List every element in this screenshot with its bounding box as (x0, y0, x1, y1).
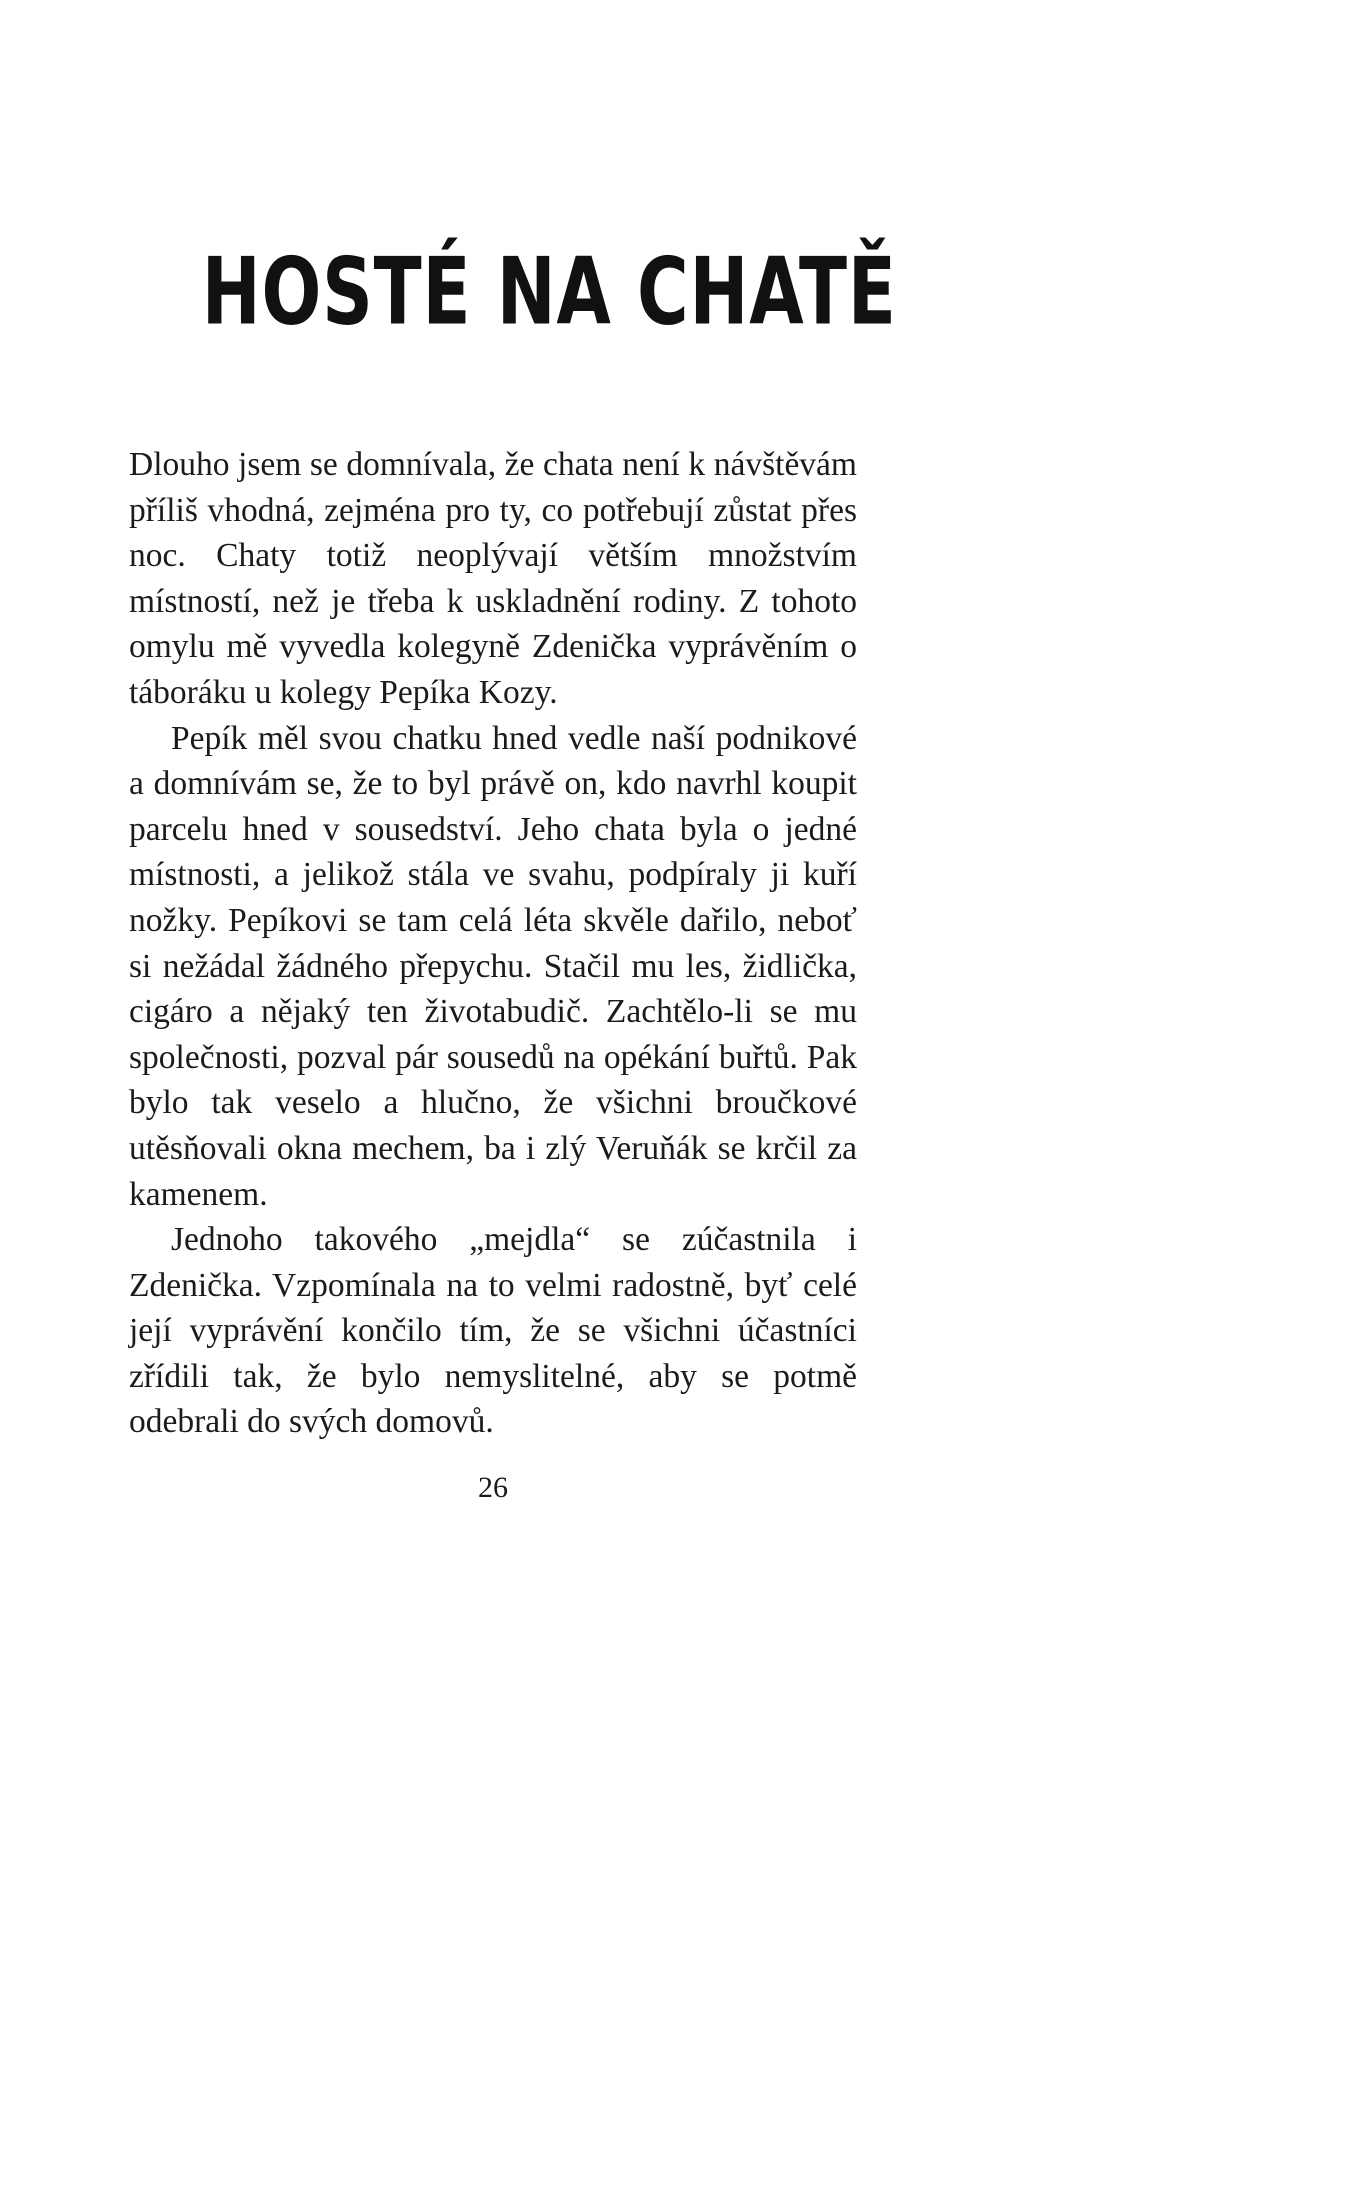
text-column (129, 0, 897, 1505)
paragraph: Dlouho jsem se domnívala, že chata není k návštěvám příliš vhodná, zejména pro ty, co potřebují zůstat přes noc. Chaty totiž neoplývají větším množstvím místností, než je třeba k uskladnění rodiny. Z tohoto omylu mě vyvedla kolegyně Zdenička vyprávěním o táboráku u kolegy Pepíka Kozy. (129, 446, 857, 711)
chapter-title: HOSTÉ NA CHATĚ (201, 237, 897, 346)
paragraph: Pepík měl svou chatku hned vedle naší podnikové a domnívám se, že to byl právě on, kdo navrhl koupit parcelu hned v sousedství. Jeho chata byla o jedné místnosti, a jelikož stála ve svahu, podpíraly ji kuří nožky. Pepíkovi se tam celá léta skvěle dařilo, neboť si nežádal žádného přepychu. Stačil mu les, židlička, cigáro a nějaký ten životabudič. Zachtělo-li se mu společnosti, pozval pár sousedů na opékání buřtů. Pak bylo tak veselo a hlučno, že všichni broučkové utěsňovali okna mechem, ba i zlý Veruňák se krčil za kamenem. (129, 719, 857, 1213)
page-number: 26 (478, 1471, 508, 1505)
paragraph: Jednoho takového „mejdla“ se zúčastnila i Zdenička. Vzpomínala na to velmi radostně, byť celé její vyprávění končilo tím, že se všichni účastníci zřídili tak, že bylo nemyslitelné, aby se potmě odebrali do svých domovů. (129, 1221, 857, 1441)
chapter-body (129, 442, 857, 1445)
